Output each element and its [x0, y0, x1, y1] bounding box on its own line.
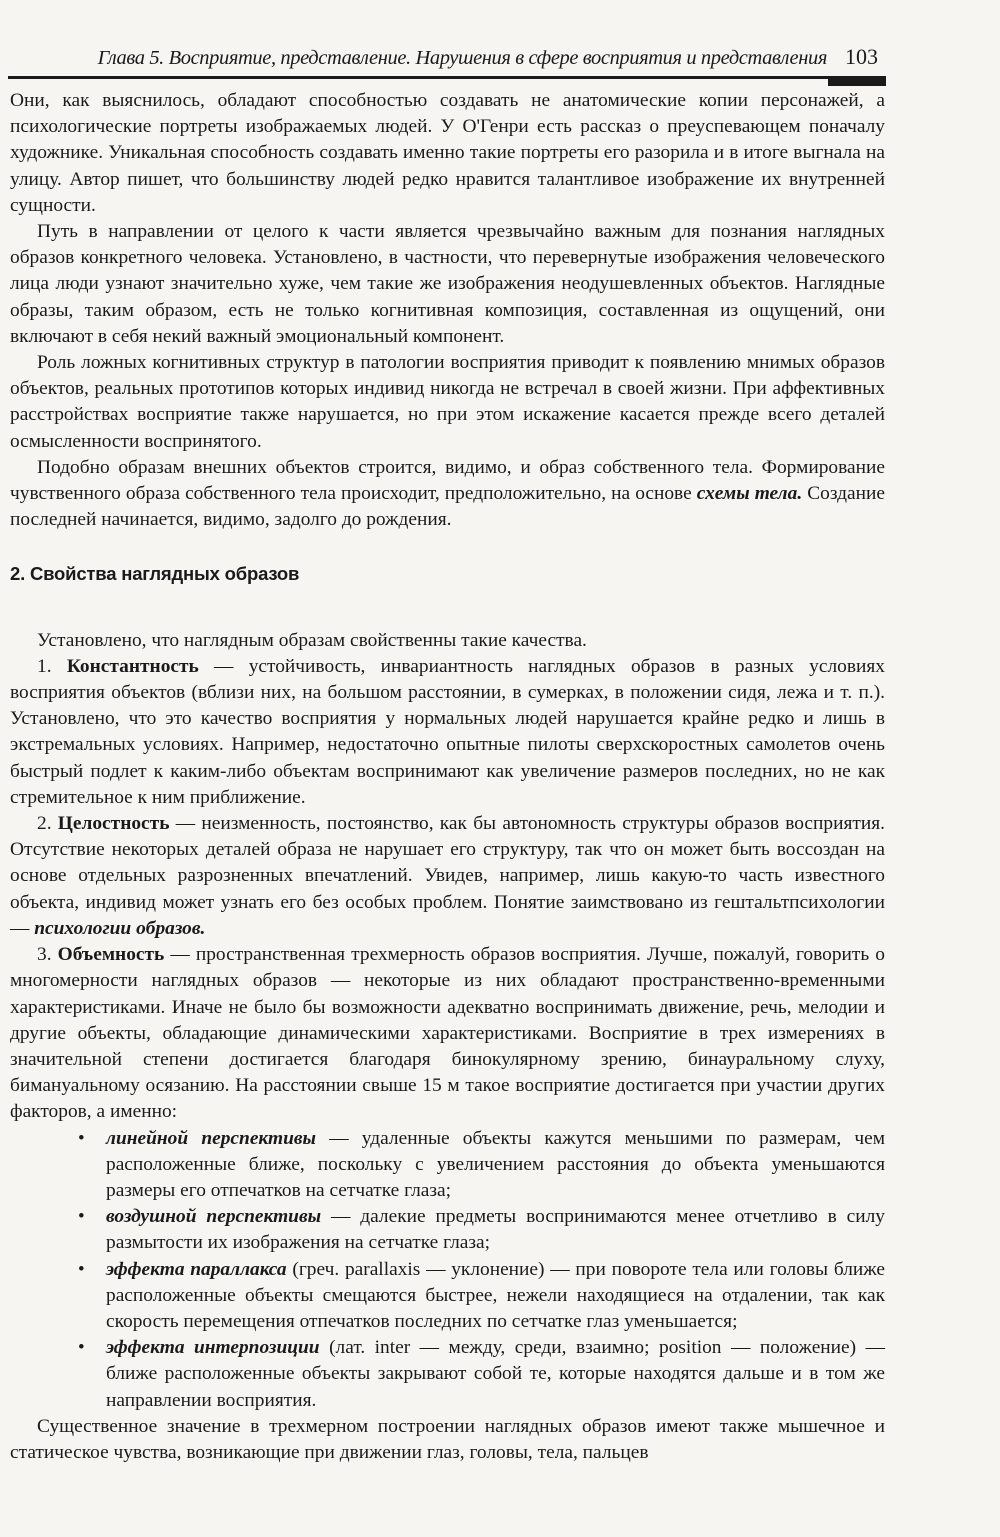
paragraph: Установлено, что наглядным образам свойственны такие качества.	[37, 629, 587, 651]
paragraph: Путь в направлении от целого к части является чрезвычайно важным для познания наглядных образов конкретного человека. Установлено, в частности, что перевернутые изображения человеческого лица люди узнают значительно хуже, чем такие же изображения неодушевленных объектов. Наглядные образы, таким образом, есть не только когнитивная композиция, составленная из ощущений, они включают в себя некий важный эмоциональный компонент.	[10, 221, 885, 347]
bullet-text: (греч. parallaxis — уклонение) — при повороте тела или головы ближе расположенные объекты смещаются быстрее, нежели находящиеся на отдалении, так как скорость перемещения отпечатков последних по сетчатке глаз уменьшается;	[106, 1258, 886, 1332]
page-body	[10, 88, 885, 1466]
paragraph: Роль ложных когнитивных структур в патологии восприятия приводит к появлению мнимых образов объектов, реальных прототипов которых индивид никогда не встречал в своей жизни. При аффективных расстройствах восприятие также нарушается, но при этом искажение касается прежде всего деталей осмысленности воспринятого.	[10, 352, 885, 452]
list-item-integrity	[10, 811, 885, 942]
term-body-schema: схемы тела.	[696, 483, 803, 505]
text-run: Создание последней начинается, видимо, задолго до рождения.	[10, 483, 886, 531]
paragraph: Существенное значение в трехмерном построении наглядных образов имеют также мышечное и статическое чувства, возникающие при движении глаз, головы, тела, пальцев	[10, 1415, 885, 1463]
header-rule-tab	[828, 79, 886, 86]
item-number: 1.	[37, 655, 67, 677]
running-title: Глава 5. Восприятие, представление. Нарушения в сфере восприятия и представления	[97, 47, 827, 69]
bullet-text: — удаленные объекты кажутся меньшими по размерам, чем расположенные ближе, поскольку с увеличением расстояния до объекта уменьшаются размеры его отпечатков на сетчатке глаза;	[106, 1127, 885, 1201]
term-volume: Объемность	[57, 944, 165, 966]
page-number: 103	[845, 44, 878, 69]
list-item	[106, 1335, 885, 1414]
paragraph: Они, как выяснилось, обладают способностью создавать не анатомические копии персонажей, а психологические портреты изображаемых людей. У О'Генри есть рассказ о преуспевающем поначалу художнике. Уникальная способность создавать именно такие портреты его разорила и в итоге выгнала на улицу. Автор пишет, что большинству людей редко нравится талантливое изображение их внутренней сущности.	[10, 90, 885, 216]
bullet-text: — далекие предметы воспринимаются менее отчетливо в силу размытости их изображения на сетчатке глаза;	[106, 1206, 885, 1254]
bullet-term: линейной перспективы	[106, 1127, 316, 1149]
item-number: 3.	[37, 944, 58, 966]
bullet-text: (лат. inter — между, среди, взаимно; position — положение) — ближе расположенные объекты закрывают собой те, которые находятся дальше и в том же направлении восприятия.	[106, 1337, 885, 1411]
text-run: — пространственная трехмерность образов восприятия. Лучше, пожалуй, говорить о многомерности наглядных образов — некоторые из них обладают пространственно-временными характеристиками. Иначе не было бы возможности адекватно воспринимать движение, речь, мелодии и другие объекты, обладающие динамическими характеристиками. Восприятие в трех измерениях в значительной степени достигается благодаря бинокулярному зрению, бинауральному слуху, бимануальному осязанию. На расстоянии свыше 15 м такое восприятие достигается при участии других факторов, а именно:	[10, 944, 885, 1123]
list-item	[106, 1204, 885, 1256]
term-integrity: Целостность	[57, 813, 170, 835]
section-heading: 2. Свойства наглядных образов	[10, 563, 300, 585]
list-item-constancy	[10, 654, 885, 811]
bullet-term: эффекта параллакса	[106, 1258, 287, 1280]
header-rule	[8, 76, 886, 79]
paragraph	[10, 455, 885, 534]
text-run: Подобно образам внешних объектов строится, видимо, и образ собственного тела. Формирование чувственного образа собственного тела происходит, предположительно, на основе	[10, 456, 885, 505]
list-item-volume	[10, 942, 885, 1125]
bullet-term: эффекта интерпозиции	[106, 1337, 320, 1359]
text-run: — устойчивость, инвариантность наглядных образов в разных условиях восприятия объектов (вблизи них, на большом расстоянии, в сумерках, в положении сидя, лежа и т. п.). Установлено, что это качество восприятия у нормальных людей нарушается крайне редко и лишь в экстремальных условиях. Например, недостаточно опытные пилоты сверхскоростных самолетов очень быстрый подлет к каким-либо объектам воспринимают как увеличение размеров последних, но не как стремительное к ним приближение.	[10, 655, 886, 808]
list-item	[106, 1257, 885, 1336]
bullet-term: воздушной перспективы	[106, 1206, 322, 1228]
running-header	[8, 44, 878, 70]
term-image-psychology: психологии образов.	[34, 917, 206, 939]
item-number: 2.	[37, 813, 58, 835]
factor-list	[10, 1126, 885, 1414]
term-constancy: Константность	[66, 655, 199, 677]
list-item	[106, 1126, 885, 1205]
text-run: — неизменность, постоянство, как бы автономность структуры образов восприятия. Отсутствие некоторых деталей образа не нарушает его структуру, так что он может быть воссоздан на основе отдельных разрозненных впечатлений. Увидев, например, лишь какую-то часть известного объекта, индивид может узнать его без особых проблем. Понятие заимствовано из гештальтпсихологии —	[10, 813, 886, 939]
